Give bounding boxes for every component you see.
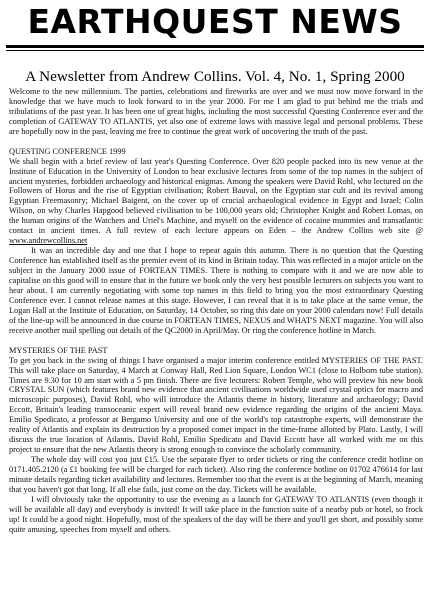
section-heading-questing-conference: QUESTING CONFERENCE 1999 xyxy=(9,146,126,156)
section-heading-mysteries-of-the-past: MYSTERIES OF THE PAST xyxy=(9,345,108,355)
newsletter-subtitle: A Newsletter from Andrew Collins. Vol. 4, No. 1, Spring 2000 xyxy=(25,68,405,85)
mysteries-paragraph-1: To get you back in the swing of things I have organised a major interim conference entitled MYSTERIES OF THE PAST. This will take place on Saturday, 4 March at Conway Hall, Red Lion Square, London WC1 (close to Holborn tube station). Times are 9.30 for 10 am start with a 5 pm finish. There are five lecturers: Robert Temple, who will preview his new book CRYSTAL SUN (which features brand new evidence that ancient civilisations worldwide used crystal optics for macro and microscopic purposes), David Rohl, who will introduce the Atlantis theme in history, literature and archaeology; David Eccott, Britain's leading transoceanic expert will reveal brand new evidence regarding the origins of the ancient Maya. Emilio Spedicato, a professor at Bergamo University and one of the world's top catastrophe experts, will demonstrate the reality of Atlantis and explain its destruction by a proposed comet impact in the time-frame allotted by Plato. Lastly, I will discuss the true location of Atlantis. David Rohl, Emilio Spedicato and David Eccott have all worked with me on this project to ensure that the new Atlantis theory is strong enough to convince the scholarly community. xyxy=(9,355,423,455)
masthead-rule-thin xyxy=(6,50,424,51)
paragraph-gap xyxy=(9,336,423,346)
andrewcollins-web-link[interactable]: www.andrewcollins.net xyxy=(9,236,88,246)
questing-conference-text: We shall begin with a brief review of last year's Questing Conference. Over 820 people packed into its new venue at the Institute of Education in the University of London to hear exclusive lectures from some of the top names in the subject of ancient mysteries, forbidden archaeology and historical enigmas. Among the speakers were David Rohl, who lectured on the Followers of Horus and the rise of Egyptian civilisation; Robert Bauval, on the Egyptian star cult and its revival among Egyptian Freemasonry; Michael Baigent, on the cover up of crucial archaeological evidence in Egypt and Israel; Colin Wilson, on why Charles Hapgood believed civilisation to be 100,000 years old; Christopher Knight and Robert Lomas, on the human origins of the Watchers and Uriel's Machine, and myself on the evidence of cocaine mummies and transatlantic contact in ancient times. A full review of each lecture appears on Eden – the Andrew Collins web site @ xyxy=(9,156,423,236)
mysteries-paragraph-3: I will obviously take the opportunity to use the evening as a launch for GATEWAY TO ATLANTIS (even though it will be available all day) and everybody is invited! It will take place in the function suite of a nearby pub or hotel, so frock up! It could be a good night. Hopefully, most of the speakers of the day will be there and you'll get short, and possibly some quite amusing, speeches from myself and others. xyxy=(9,494,423,534)
masthead-title: EARTHQUEST NEWS xyxy=(27,2,403,41)
questing-conference-paragraph-1 xyxy=(9,157,423,247)
newsletter-body xyxy=(9,87,423,535)
masthead-rule-thick xyxy=(6,45,424,48)
intro-paragraph: Welcome to the new millennium. The parties, celebrations and fireworks are over and we must now move forward in the knowledge that we have much to look forward to in the year 2000. For me I am glad to put behind me the trials and tribulations of the past year. It has been one of great highs, including the most successful Questing Conference ever and the completion of GATEWAY TO ATLANTIS, yet also one of extreme lows with massive legal and personal problems. These are hopefully now in the past, leaving me free to continue the great work of uncovering the truth of the past. xyxy=(9,87,423,136)
paragraph-gap xyxy=(9,137,423,147)
mysteries-paragraph-2: The whole day will cost you just £15. Use the separate flyer to order tickets or ring the conference credit hotline on 0171.405.2120 (a £1 booking fee will be charged for each ticket). Also ring the conference hotline on 01702 476614 for last minute details regarding ticket availability and lectures. Remember too that the event is at the beginning of March, meaning that you haven't got that long. If all else fails, just come on the day. Tickets will be available. xyxy=(9,455,423,494)
questing-conference-paragraph-2: It was an incredible day and one that I hope to repeat again this autumn. There is no question that the Questing Conference has established itself as the premier event of its kind in Britain today. This was reflected in a major article on the subject in the January 2000 issue of FORTEAN TIMES. There is nothing to compare with it and we are now able to capitalise on this good will to ensure that in the future we book only the very best possible lecturers on subjects you want to hear about. I am currently negotiating with some top names in this field to bring you the most extraordinary Questing Conference ever. I cannot release names at this stage. However, I can reveal that it is to take place at the same venue, the Logan Hall at the Institute of Education, on Saturday, 14 October, so ring this date on your 2000 calendars now! Full details of the line-up will be announced in due course in FORTEAN TIMES, NEXUS and WHAT'S NEXT magazine. You will also receive another mail spelling out details of the QC2000 in April/May. Or ring the conference hotline in March. xyxy=(9,246,423,335)
